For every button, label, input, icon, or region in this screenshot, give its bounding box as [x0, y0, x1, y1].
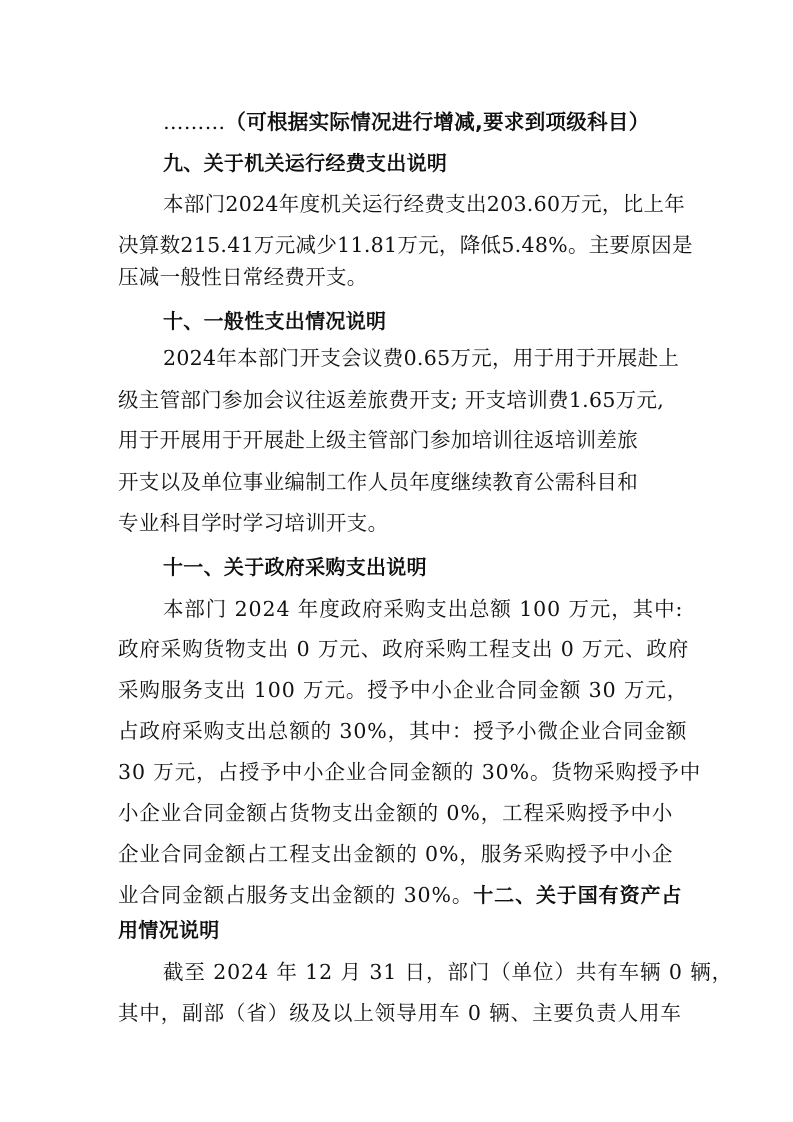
- section-11-line: 占政府采购支出总额的 30%，其中：授予小微企业合同金额: [118, 719, 688, 743]
- note-ellipsis: ………: [163, 110, 226, 134]
- section-12-heading-part1: 十二、关于国有资产占: [473, 883, 683, 907]
- section-11-line: 本部门 2024 年度政府采购支出总额 100 万元，其中:: [163, 597, 684, 621]
- section-10-line: 专业科目学时学习培训开支。: [118, 511, 389, 535]
- section-9-line: 压减一般性日常经费开支。: [118, 265, 368, 289]
- mixed-line: [118, 882, 683, 908]
- section-11-line: 政府采购货物支出 0 万元、政府采购工程支出 0 万元、政府: [118, 637, 690, 661]
- section-10-line: 级主管部门参加会议往返差旅费开支; 开支培训费1.65万元,: [118, 388, 665, 412]
- section-11-line: 企业合同金额占工程支出金额的 0%，服务采购授予中小企: [118, 842, 674, 866]
- section-10-line: 用于开展用于开展赴上级主管部门参加培训往返培训差旅: [118, 428, 638, 452]
- section-12-heading-part2: 用情况说明: [118, 918, 220, 942]
- section-11-heading: 十一、关于政府采购支出说明: [163, 555, 427, 579]
- section-10-heading: 十、一般性支出情况说明: [163, 309, 387, 333]
- section-12-line: 其中，副部（省）级及以上领导用车 0 辆、主要负责人用车: [118, 1001, 682, 1025]
- section-11-line: 采购服务支出 100 万元。授予中小企业合同金额 30 万元，: [118, 678, 689, 702]
- section-11-last-text: 业合同金额占服务支出金额的 30%。: [118, 883, 474, 907]
- section-9-line: 决算数215.41万元减少11.81万元，降低5.48%。主要原因是: [118, 233, 693, 257]
- section-10-line: 开支以及单位事业编制工作人员年度继续教育公需科目和: [118, 470, 638, 494]
- section-11-line: 30 万元，占授予中小企业合同金额的 30%。货物采购授予中: [118, 760, 702, 784]
- section-11-line: 小企业合同金额占货物支出金额的 0%，工程采购授予中小: [118, 801, 674, 825]
- section-9-heading: 九、关于机关运行经费支出说明: [163, 151, 448, 175]
- note-line: [163, 109, 723, 135]
- section-9-line: 本部门2024年度机关运行经费支出203.60万元，比上年: [163, 192, 686, 216]
- section-12-line: 截至 2024 年 12 月 31 日，部门（单位）共有车辆 0 辆，: [163, 960, 734, 984]
- note-text: （可根据实际情况进行增减,要求到项级科目）: [225, 110, 650, 134]
- section-10-line: 2024年本部门开支会议费0.65万元，用于用于开展赴上: [163, 346, 680, 370]
